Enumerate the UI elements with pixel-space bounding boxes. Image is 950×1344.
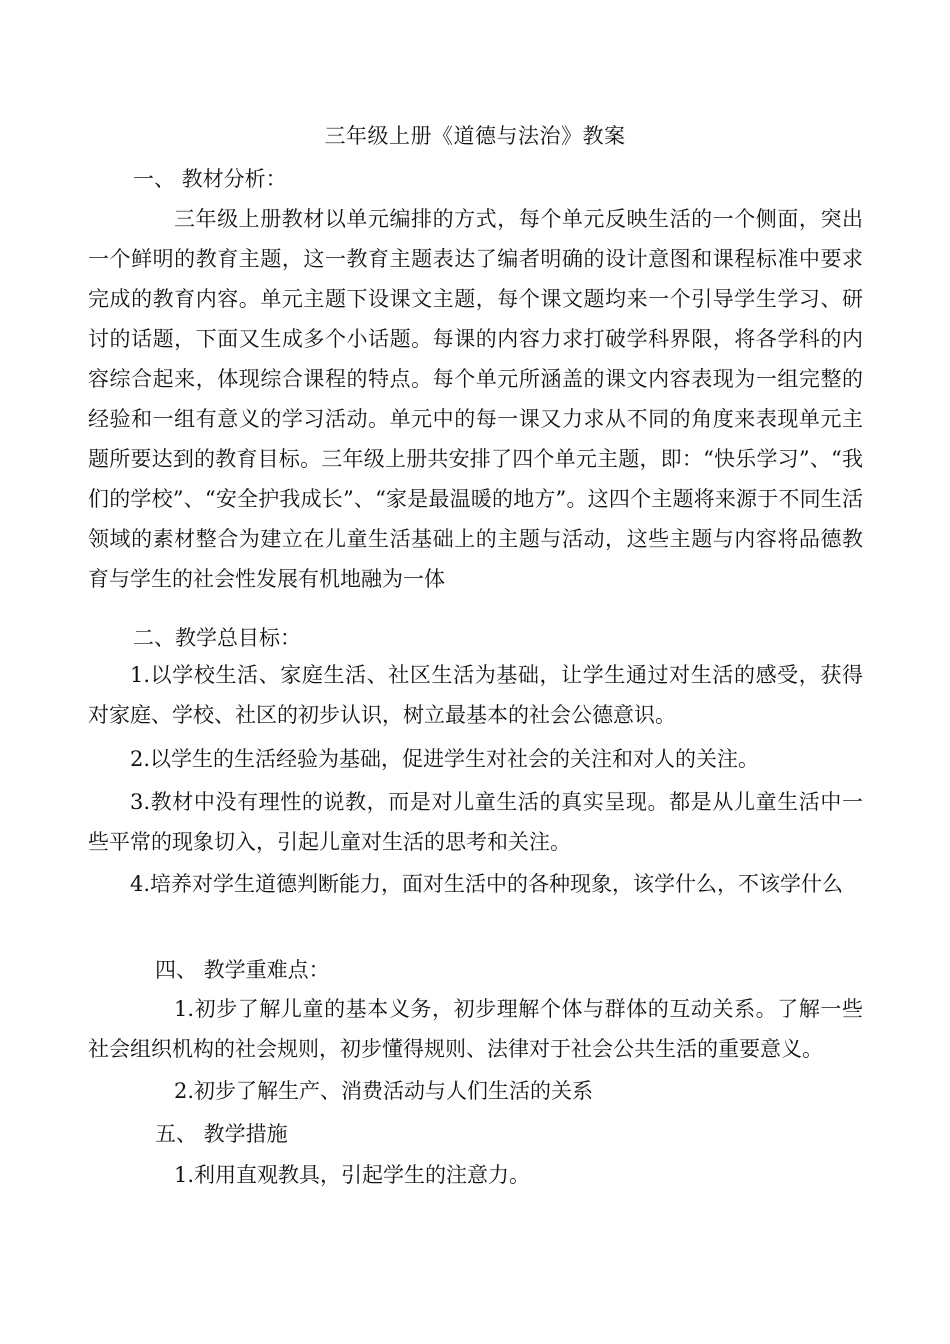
goal-item-4: 4.培养对学生道德判断能力，面对生活中的各种现象，该学什么，不该学什么 [130,872,844,896]
key-point-item-2: 2.初步了解生产、消费活动与人们生活的关系 [174,1079,594,1103]
section-5-heading: 五、 教学措施 [155,1122,288,1146]
document-title: 三年级上册《道德与法治》教案 [324,124,626,148]
section-4-heading: 四、 教学重难点： [155,958,330,982]
measure-item-1: 1.利用直观教具，引起学生的注意力。 [174,1163,531,1187]
goal-item-3: 3.教材中没有理性的说教，而是对儿童生活的真实呈现。都是从儿童生活中一些平常的现象切入，引起儿童对生活的思考和关注。 [88,790,863,854]
section-1-body: 三年级上册教材以单元编排的方式，每个单元反映生活的一个侧面，突出一个鲜明的教育主题，这一教育主题表达了编者明确的设计意图和课程标准中要求完成的教育内容。单元主题下设课文主题，每个课文题均来一个引导学生学习、研讨的话题，下面又生成多个小话题。每课的内容力求打破学科界限，将各学科的内容综合起来，体现综合课程的特点。每个单元所涵盖的课文内容表现为一组完整的经验和一组有意义的学习活动。单元中的每一课又力求从不同的角度来表现单元主题所要达到的教育目标。三年级上册共安排了四个单元主题，即：“快乐学习”、“我们的学校”、“安全护我成长”、“家是最温暖的地方”。这四个主题将来源于不同生活领域的素材整合为建立在儿童生活基础上的主题与活动，这些主题与内容将品德教育与学生的社会性发展有机地融为一体 [88,207,863,591]
key-point-item-1: 1.初步了解儿童的基本义务，初步理解个体与群体的互动关系。了解一些社会组织机构的社会规则，初步懂得规则、法律对于社会公共生活的重要意义。 [88,997,863,1061]
goal-item-2: 2.以学生的生活经验为基础，促进学生对社会的关注和对人的关注。 [130,747,760,771]
section-2-heading: 二、教学总目标： [133,626,301,650]
goal-item-1: 1.以学校生活、家庭生活、社区生活为基础，让学生通过对生活的感受，获得对家庭、学校、社区的初步认识，树立最基本的社会公德意识。 [88,663,863,727]
section-1-heading: 一、 教材分析： [133,167,287,191]
